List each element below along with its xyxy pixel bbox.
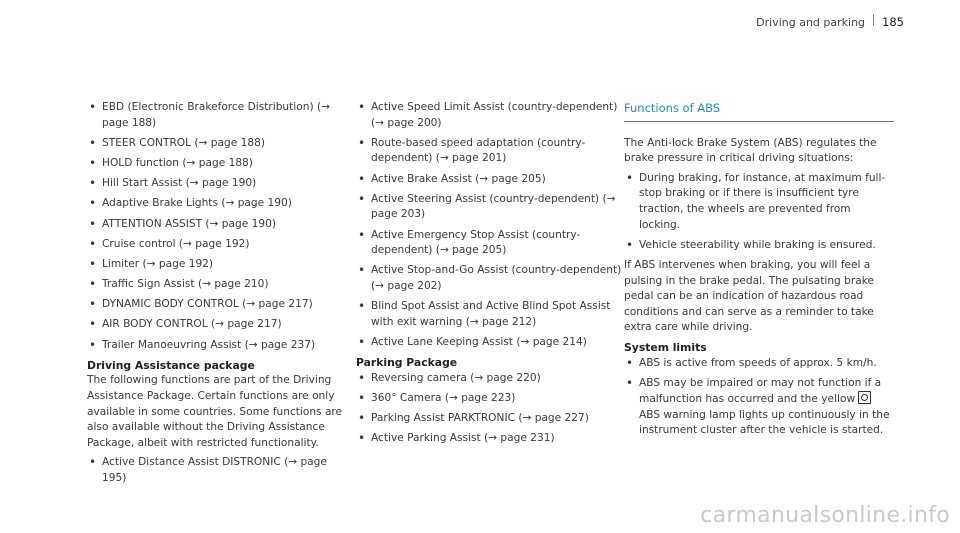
page-header (756, 14, 904, 29)
list-item: • Hill Start Assist (→ page 190) (87, 176, 347, 192)
paragraph: If ABS intervenes when braking, you will feel a pulsing in the brake pedal. The pulsating brake pedal can be an indication of hazardous road conditions and can serve as a reminder to take extra care while driving. (624, 258, 874, 334)
abs-warning-icon (858, 391, 871, 404)
list-item: • ABS is active from speeds of approx. 5 km/h. (624, 356, 894, 372)
list-item: • Route-based speed adaptation (country-dependent) (→ page 201) (356, 136, 626, 167)
abs-list (624, 171, 894, 254)
section-rule (624, 121, 894, 122)
list-item: • AIR BODY CONTROL (→ page 217) (87, 317, 347, 333)
list-item: • Active Steering Assist (country-dependent) (→ page 203) (356, 192, 626, 223)
list-item: • Active Distance Assist DISTRONIC (→ page 195) (87, 455, 347, 486)
subheading-parking-package: Parking Package (356, 356, 458, 370)
list-item: • STEER CONTROL (→ page 188) (87, 136, 347, 152)
function-list-2 (87, 455, 347, 486)
list-item: • Cruise control (→ page 192) (87, 237, 347, 253)
list-item: • Limiter (→ page 192) (87, 257, 347, 273)
list-item: • EBD (Electronic Brakeforce Distribution) (→ page 188) (87, 100, 347, 131)
list-item: • Vehicle steerability while braking is ensured. (624, 238, 894, 254)
column-middle (356, 100, 626, 451)
limit-text-before: ABS may be impaired or may not function if a malfunction has occurred and the yellow (639, 376, 882, 406)
limits-list (624, 356, 894, 440)
list-item: • Active Speed Limit Assist (country-dependent) (→ page 200) (356, 100, 626, 131)
list-item: • Active Lane Keeping Assist (→ page 214) (356, 335, 626, 351)
section-name: Driving and parking (756, 16, 866, 29)
subheading-system-limits: System limits (624, 340, 707, 354)
list-item: • Reversing camera (→ page 220) (356, 371, 626, 387)
function-list-1 (87, 100, 347, 353)
list-item: • Traffic Sign Assist (→ page 210) (87, 277, 347, 293)
function-list-3 (356, 100, 626, 350)
list-item: • Parking Assist PARKTRONIC (→ page 227) (356, 411, 626, 427)
section-title: Functions of ABS (624, 101, 721, 115)
header-divider (873, 14, 874, 26)
list-item: • Active Brake Assist (→ page 205) (356, 172, 626, 188)
watermark: carmanualsonline.info (700, 503, 950, 528)
paragraph: The following functions are part of the Driving Assistance Package. Certain functions are only available in some countries. Some functions are also available without the Driving Assistance Package, albeit with restricted functionality. (87, 374, 343, 449)
column-right (624, 100, 894, 444)
list-item: • Active Emergency Stop Assist (country-dependent) (→ page 205) (356, 228, 626, 259)
column-left (87, 100, 347, 491)
list-item: • HOLD function (→ page 188) (87, 156, 347, 172)
list-item: • 360° Camera (→ page 223) (356, 391, 626, 407)
page-number: 185 (882, 15, 904, 29)
subheading-driving-assistance: Driving Assistance package (87, 358, 255, 372)
list-item: • DYNAMIC BODY CONTROL (→ page 217) (87, 297, 347, 313)
list-item: • Active Parking Assist (→ page 231) (356, 431, 626, 447)
list-item: • Adaptive Brake Lights (→ page 190) (87, 196, 347, 212)
list-item: • ATTENTION ASSIST (→ page 190) (87, 217, 347, 233)
intro-paragraph: The Anti-lock Brake System (ABS) regulates the brake pressure in critical driving situations: (624, 136, 877, 165)
list-item: • During braking, for instance, at maximum full-stop braking or if there is insufficient tyre traction, the wheels are prevented from locking. (624, 171, 894, 233)
list-item: • Blind Spot Assist and Active Blind Spot Assist with exit warning (→ page 212) (356, 299, 626, 330)
limit-text-after: ABS warning lamp lights up continuously in the instrument cluster after the vehicle is started. (639, 408, 890, 437)
function-list-4 (356, 371, 626, 447)
list-item: • Active Stop-and-Go Assist (country-dependent) (→ page 202) (356, 263, 626, 294)
list-item-with-icon (624, 376, 894, 439)
list-item: • Trailer Manoeuvring Assist (→ page 237) (87, 338, 347, 354)
